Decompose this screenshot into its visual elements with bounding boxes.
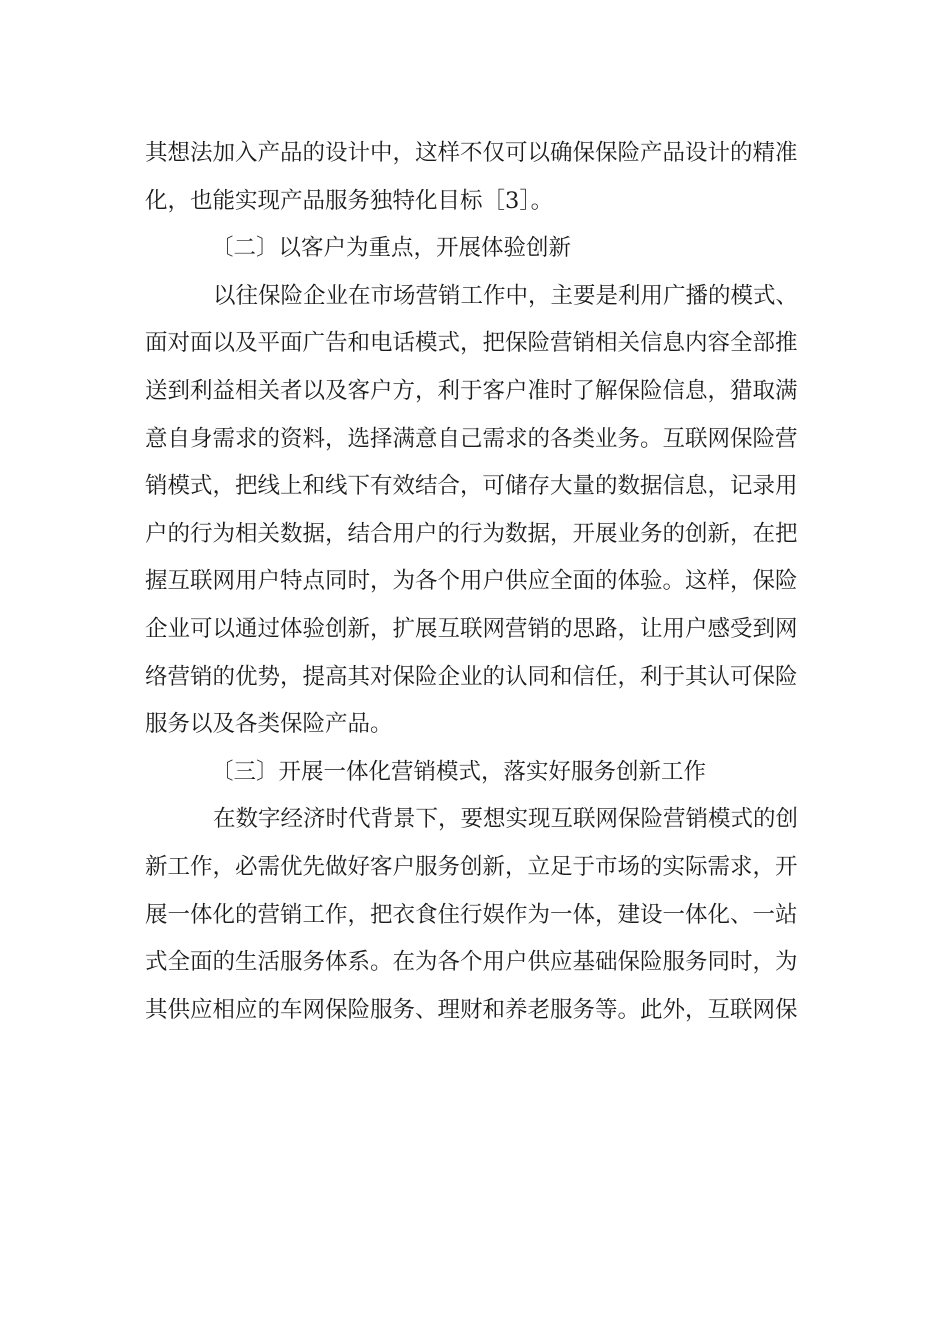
text-line: 意自身需求的资料，选择满意自己需求的各类业务。互联网保险营	[145, 425, 798, 452]
section-heading-3	[145, 749, 810, 797]
text-line: 服务以及各类保险产品。	[145, 711, 393, 738]
text-line: 销模式，把线上和线下有效结合，可储存大量的数据信息，记录用	[145, 473, 798, 500]
paragraph-continuation	[145, 130, 810, 225]
text-line: 以往保险企业在市场营销工作中，主要是利用广播的模式、	[213, 282, 799, 309]
text-line: 展一体化的营销工作，把衣食住行娱作为一体，建设一体化、一站	[145, 901, 798, 928]
text-line: 新工作，必需优先做好客户服务创新，立足于市场的实际需求，开	[145, 853, 798, 880]
text-line: 其供应相应的车网保险服务、理财和养老服务等。此外，互联网保	[145, 996, 798, 1023]
text-line: 送到利益相关者以及客户方，利于客户准时了解保险信息，猎取满	[145, 377, 798, 404]
text-line: 其想法加入产品的设计中，这样不仅可以确保保险产品设计的精准	[145, 140, 798, 166]
text-line: 握互联网用户特点同时，为各个用户供应全面的体验。这样，保险	[145, 568, 798, 595]
text-line: 式全面的生活服务体系。在为各个用户供应基础保险服务同时，为	[145, 949, 798, 976]
text-line: 面对面以及平面广告和电话模式，把保险营销相关信息内容全部推	[145, 330, 798, 357]
text-line: 企业可以通过体验创新，扩展互联网营销的思路，让用户感受到网	[145, 615, 798, 642]
text-line: 络营销的优势，提高其对保险企业的认同和信任，利于其认可保险	[145, 663, 798, 690]
paragraph-integrated-marketing	[145, 796, 810, 1034]
text-line: 在数字经济时代背景下，要想实现互联网保险营销模式的创	[213, 806, 799, 833]
heading-text: 〔三〕开展一体化营销模式，落实好服务创新工作	[211, 758, 707, 785]
text-line: 户的行为相关数据，结合用户的行为数据，开展业务的创新，在把	[145, 520, 798, 547]
heading-text: 〔二〕以客户为重点，开展体验创新	[211, 235, 572, 262]
document-body	[145, 130, 810, 1034]
paragraph-experience-innovation	[145, 273, 810, 749]
section-heading-2	[145, 225, 810, 273]
text-line: 化，也能实现产品服务独特化目标［3］。	[145, 187, 554, 214]
